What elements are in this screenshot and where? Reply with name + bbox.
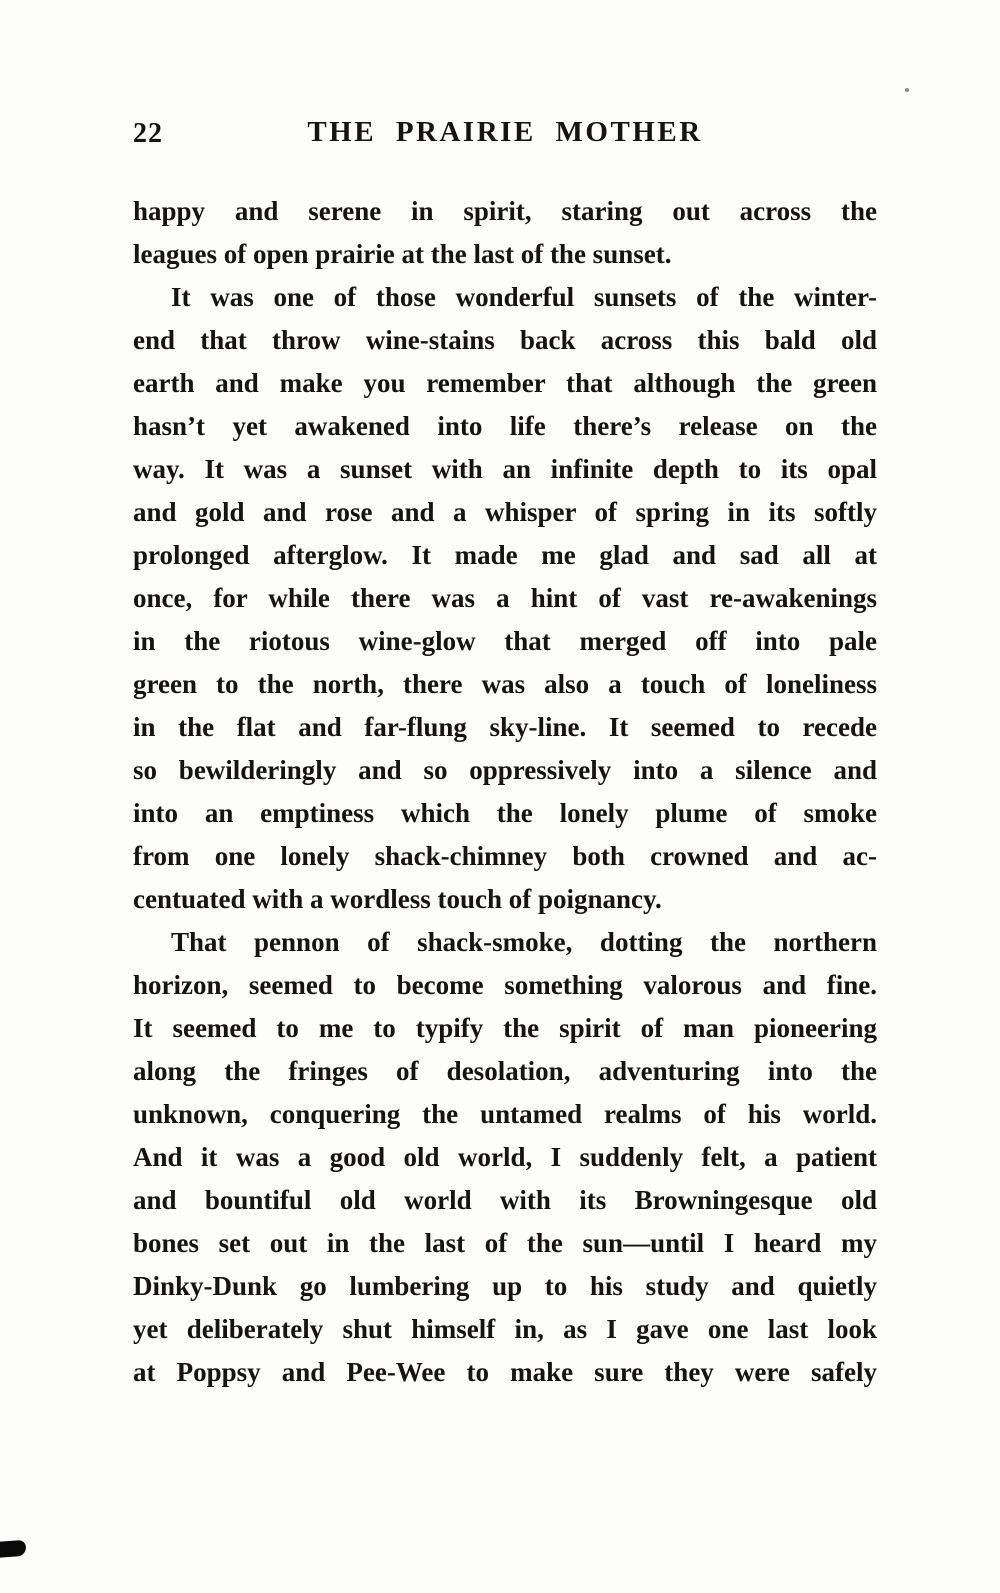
scan-artifact-smudge: [0, 1540, 27, 1558]
scan-artifact-dot: [905, 88, 909, 92]
text-line: in the riotous wine-glow that merged off into pale: [133, 626, 877, 656]
page-header: [133, 116, 877, 156]
body-text: [133, 190, 877, 1394]
running-title: THE PRAIRIE MOTHER: [307, 116, 703, 148]
page-number: 22: [133, 118, 163, 149]
text-line: from one lonely shack-chimney both crowned and ac-: [133, 841, 877, 871]
text-line: It was one of those wonderful sunsets of the winter-: [171, 282, 877, 312]
text-line: earth and make you remember that although the green: [133, 368, 877, 398]
text-line: once, for while there was a hint of vast re-awakenings: [133, 583, 877, 613]
text-line: at Poppsy and Pee-Wee to make sure they were safely: [133, 1357, 877, 1387]
text-line: yet deliberately shut himself in, as I gave one last look: [133, 1314, 877, 1344]
text-line: happy and serene in spirit, staring out across the: [133, 196, 877, 226]
text-line: and gold and rose and a whisper of spring in its softly: [133, 497, 877, 527]
text-line: leagues of open prairie at the last of the sunset.: [133, 239, 672, 269]
text-line: hasn’t yet awakened into life there’s release on the: [133, 411, 877, 441]
text-line: prolonged afterglow. It made me glad and sad all at: [133, 540, 877, 570]
text-line: in the flat and far-flung sky-line. It seemed to recede: [133, 712, 877, 742]
text-line: That pennon of shack-smoke, dotting the northern: [171, 927, 877, 957]
text-line: And it was a good old world, I suddenly felt, a patient: [133, 1142, 877, 1172]
text-line: and bountiful old world with its Browningesque old: [133, 1185, 877, 1215]
text-line: Dinky-Dunk go lumbering up to his study and quietly: [133, 1271, 877, 1301]
text-line: green to the north, there was also a touch of loneliness: [133, 669, 877, 699]
text-line: It seemed to me to typify the spirit of man pioneering: [133, 1013, 877, 1043]
text-line: bones set out in the last of the sun—until I heard my: [133, 1228, 877, 1258]
text-line: so bewilderingly and so oppressively into a silence and: [133, 755, 877, 785]
text-line: into an emptiness which the lonely plume of smoke: [133, 798, 877, 828]
text-line: unknown, conquering the untamed realms of his world.: [133, 1099, 877, 1129]
text-line: way. It was a sunset with an infinite depth to its opal: [133, 454, 877, 484]
text-line: along the fringes of desolation, adventuring into the: [133, 1056, 877, 1086]
text-line: horizon, seemed to become something valorous and fine.: [133, 970, 877, 1000]
text-line: centuated with a wordless touch of poignancy.: [133, 884, 662, 914]
text-line: end that throw wine-stains back across this bald old: [133, 325, 877, 355]
